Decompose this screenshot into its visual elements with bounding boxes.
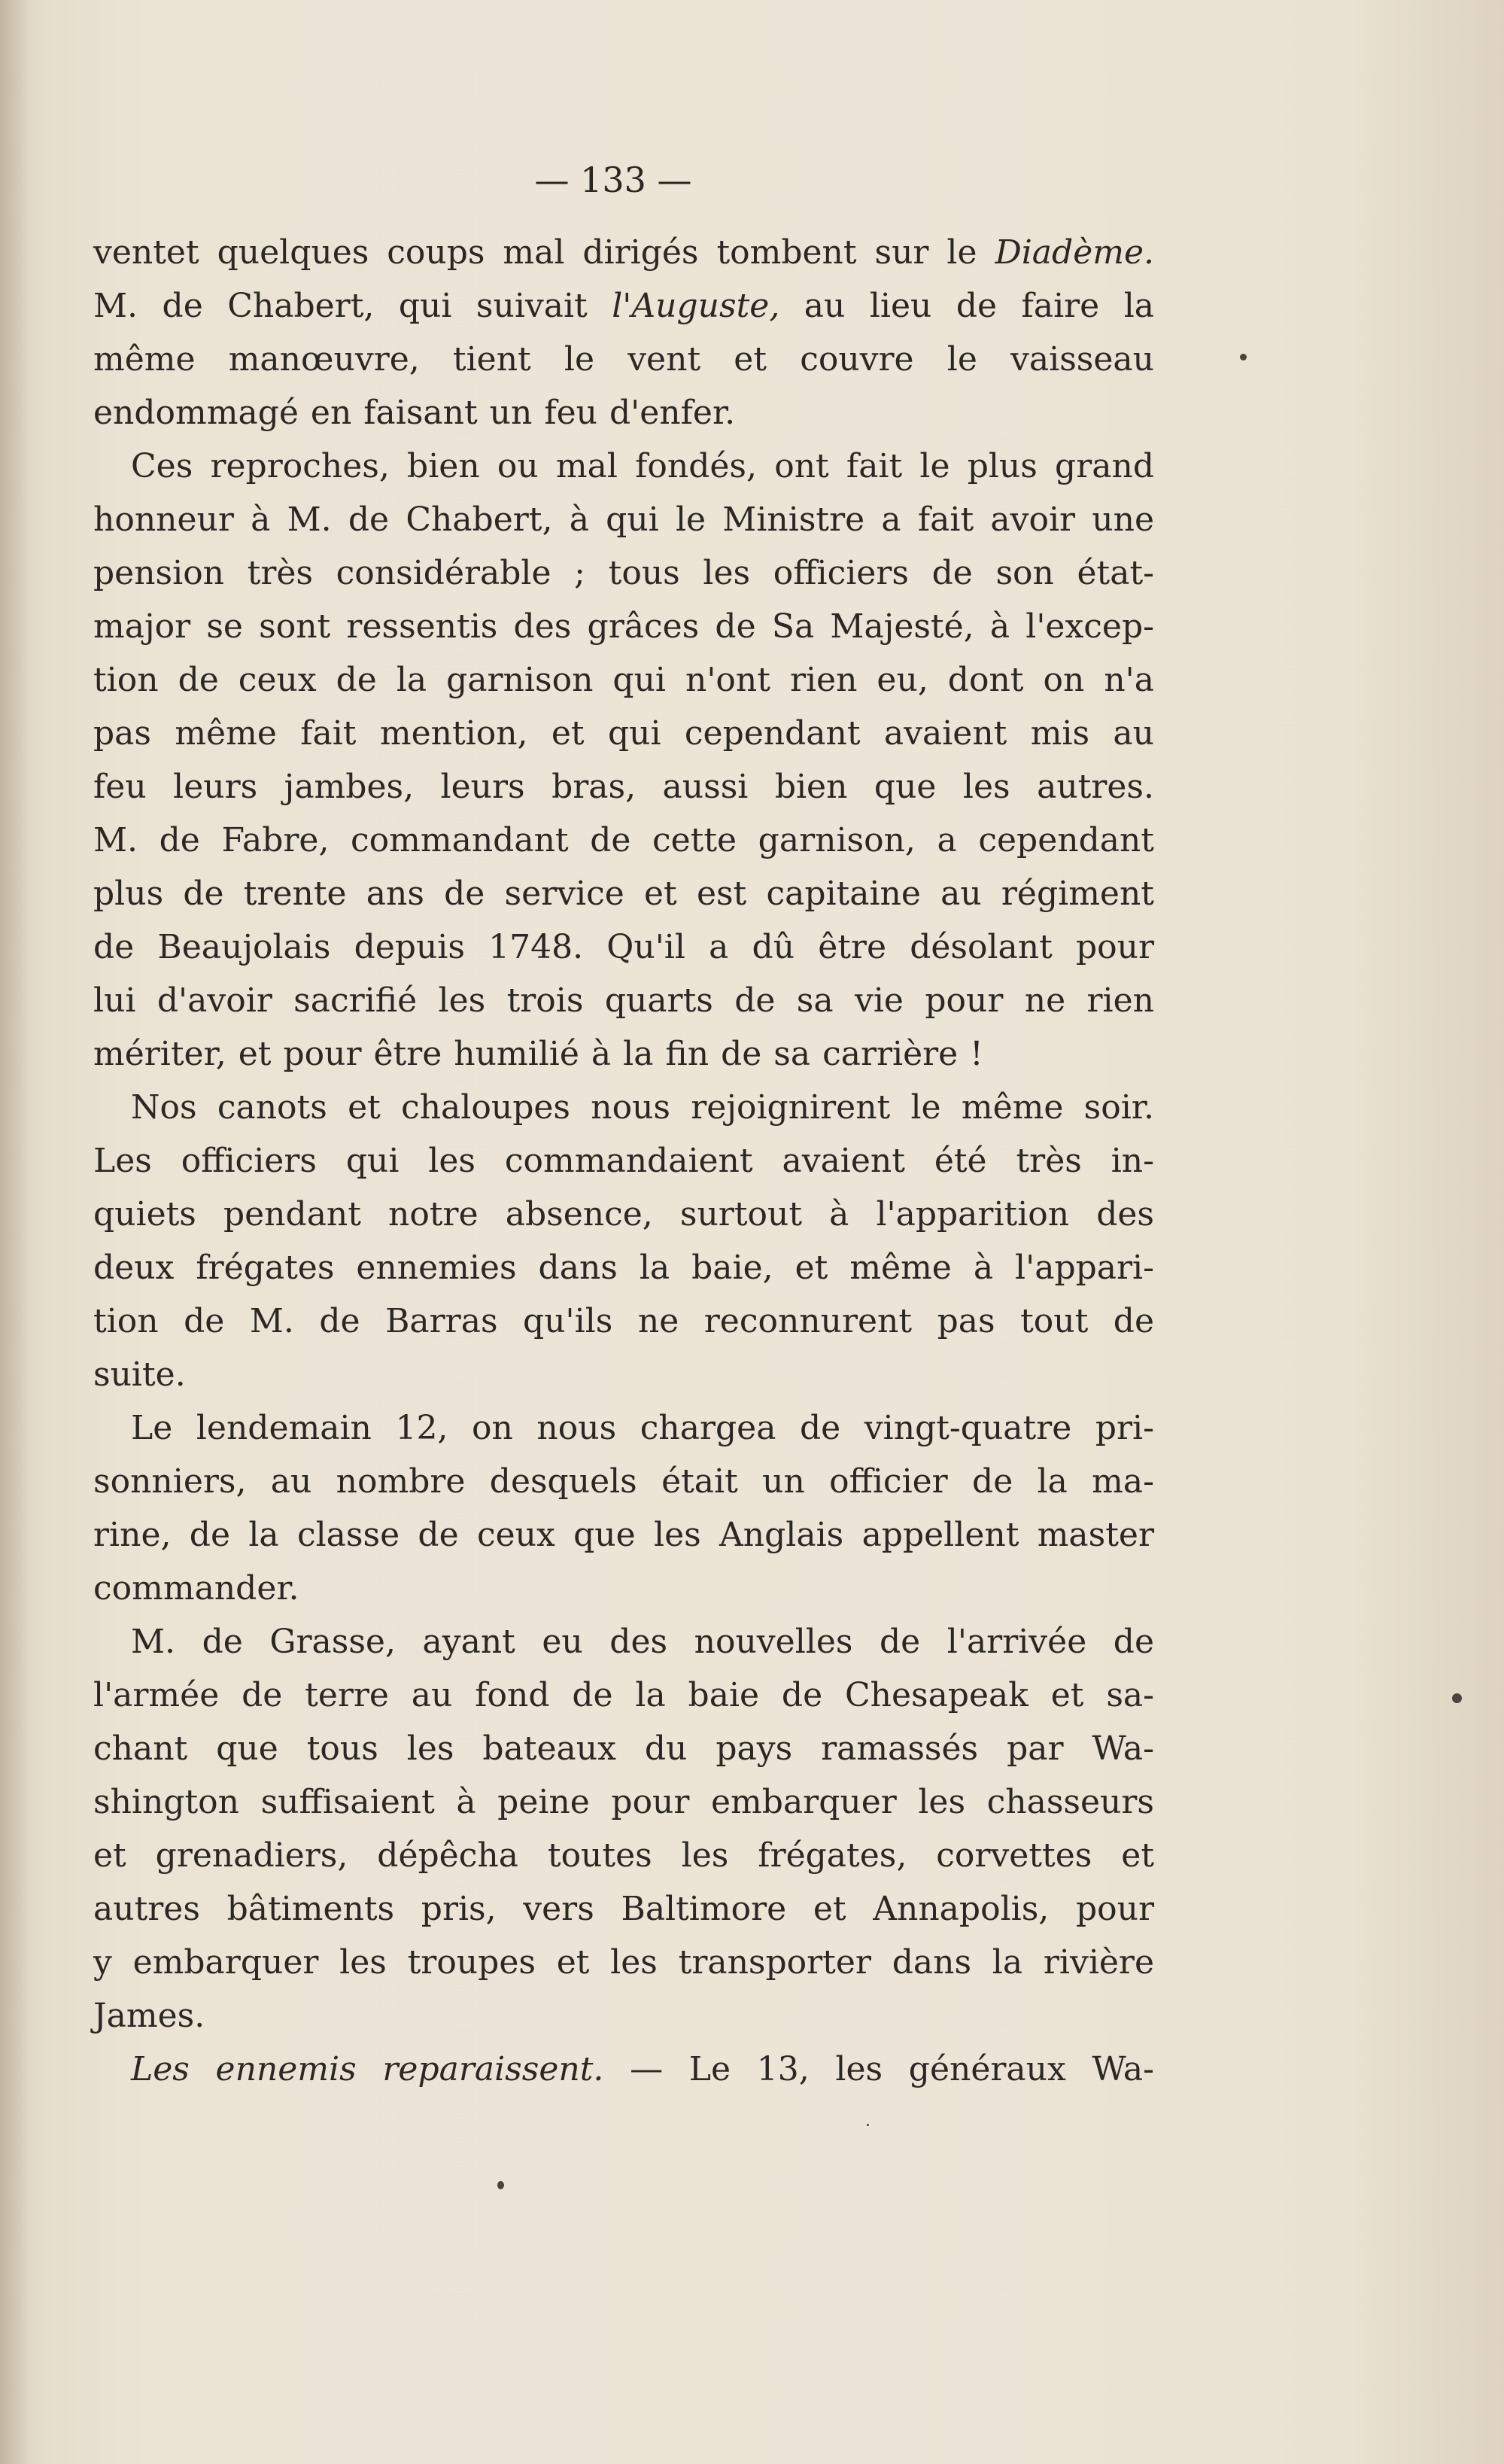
text-run: shington suffisaient à peine pour embarquer les chasseurs [93,1783,1154,1821]
text-run: et grenadiers, dépêcha toutes les frégates, corvettes et [93,1836,1154,1875]
text-line [93,920,1154,974]
text-run: autres bâtiments pris, vers Baltimore et Annapolis, pour [93,1890,1154,1928]
text-run: l'armée de terre au fond de la baie de Chesapeak et sa- [93,1676,1154,1714]
ink-speck [1240,354,1247,360]
text-line [93,279,1154,333]
text-run: de Beaujolais depuis 1748. Qu'il a dû être désolant pour [93,928,1154,966]
text-run: ventet quelques coups mal dirigés tombent sur le [93,233,995,272]
text-line [93,1401,1154,1455]
text-line [93,1348,1154,1401]
text-run: major se sont ressentis des grâces de Sa Majesté, à l'excep- [93,607,1154,646]
text-run: pension très considérable ; tous les officiers de son état- [93,554,1154,592]
text-line [93,226,1154,279]
text-run: mériter, et pour être humilié à la fin de sa carrière ! [93,1035,983,1073]
text-run: suite. [93,1355,186,1394]
text-line [93,1027,1154,1081]
text-line [93,653,1154,707]
ink-speck [867,2124,869,2126]
text-line [93,1508,1154,1562]
text-line [93,1989,1154,2043]
text-run: Le lendemain 12, on nous chargea de vingt-quatre pri- [131,1409,1154,1447]
text-line [93,867,1154,920]
text-line [93,493,1154,546]
text-line [93,1294,1154,1348]
text-run: deux frégates ennemies dans la baie, et même à l'appari- [93,1249,1154,1287]
text-line [93,974,1154,1027]
text-run: tion de ceux de la garnison qui n'ont rien eu, dont on n'a [93,661,1154,699]
italic-text: Diadème. [995,233,1154,272]
text-line [93,600,1154,653]
text-run: lui d'avoir sacrifié les trois quarts de sa vie pour ne rien [93,981,1154,1020]
text-run: endommagé en faisant un feu d'enfer. [93,394,736,432]
text-run: au lieu de faire la [779,287,1155,325]
text-line [93,1775,1154,1829]
text-line [93,1134,1154,1188]
body-text [93,226,1154,2096]
text-line [93,386,1154,440]
text-run: M. de Grasse, ayant eu des nouvelles de l'arrivée de [131,1623,1154,1661]
text-line [93,2043,1154,2096]
text-line [93,1615,1154,1669]
text-line [93,707,1154,760]
text-line [93,760,1154,814]
text-run: plus de trente ans de service et est capitaine au régiment [93,875,1154,913]
italic-text: l'Auguste, [612,287,780,325]
text-line [93,333,1154,386]
text-run: commander. [93,1569,299,1608]
text-run: Nos canots et chaloupes nous rejoignirent le même soir. [131,1088,1154,1127]
page-gutter-shadow [0,0,30,2464]
text-line [93,1455,1154,1508]
text-run: y embarquer les troupes et les transporter dans la rivière [93,1943,1154,1982]
text-run: M. de Chabert, qui suivait [93,287,612,325]
text-run: M. de Fabre, commandant de cette garnison, a cependant [93,821,1154,859]
text-run: pas même fait mention, et qui cependant avaient mis au [93,714,1154,753]
italic-text: Les ennemis reparaissent. [131,2050,604,2088]
text-run: Les officiers qui les commandaient avaient été très in- [93,1142,1154,1180]
text-line [93,1882,1154,1936]
text-run: honneur à M. de Chabert, à qui le Ministre a fait avoir une [93,500,1154,539]
page-number: — 133 — [534,160,692,200]
text-run: tion de M. de Barras qu'ils ne reconnurent pas tout de [93,1302,1154,1340]
text-line [93,814,1154,867]
text-run: sonniers, au nombre desquels était un officier de la ma- [93,1462,1154,1501]
text-run: — Le 13, les généraux Wa- [603,2050,1155,2088]
text-line [93,1936,1154,1989]
text-line [93,546,1154,600]
ink-speck [1452,1693,1462,1703]
text-run: chant que tous les bateaux du pays ramassés par Wa- [93,1729,1154,1768]
text-run: Ces reproches, bien ou mal fondés, ont fait le plus grand [131,447,1154,485]
text-run: rine, de la classe de ceux que les Anglais appellent master [93,1516,1154,1554]
text-line [93,1188,1154,1241]
text-line [93,1669,1154,1722]
text-line [93,1829,1154,1882]
text-line [93,1081,1154,1134]
text-run: même manœuvre, tient le vent et couvre le vaisseau [93,340,1154,379]
text-line [93,440,1154,493]
text-run: feu leurs jambes, leurs bras, aussi bien que les autres. [93,768,1154,806]
ink-speck [497,2181,504,2189]
text-line [93,1562,1154,1615]
text-line [93,1241,1154,1294]
text-run: James. [93,1997,205,2035]
text-run: quiets pendant notre absence, surtout à l'apparition des [93,1195,1154,1234]
text-line [93,1722,1154,1775]
